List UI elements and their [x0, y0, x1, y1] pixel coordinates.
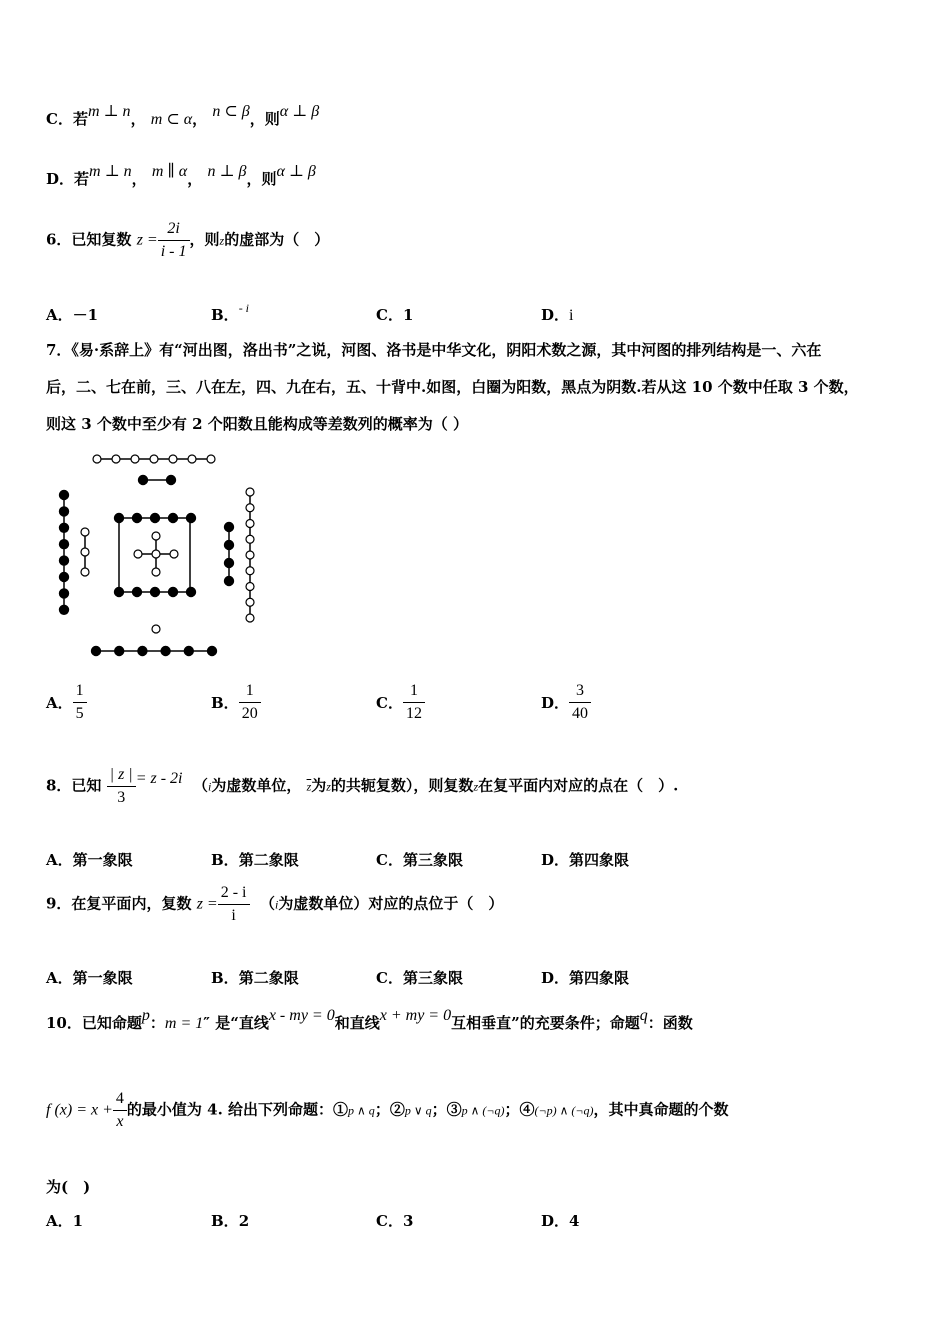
q6-var: z — [219, 233, 225, 248]
q5c-then: ，则 — [249, 110, 280, 128]
q9-option-d — [541, 967, 629, 988]
hetu-yang-9-dot-6 — [246, 567, 254, 575]
q6b-label: B． — [211, 306, 239, 324]
q9-z-eq: z = — [196, 895, 218, 913]
hetu-yang-1-dot-1 — [152, 625, 160, 633]
q10-t5: 的最小值为 4. 给出下列命题：① — [126, 1100, 349, 1119]
hetu-yin-4-dot-2 — [224, 540, 233, 549]
q7-option-d — [541, 680, 591, 725]
q8-z2: z — [473, 779, 479, 794]
q10-t7: ；③ — [431, 1100, 462, 1119]
hetu-yin-8-dot-3 — [59, 523, 68, 532]
hetu-yin-8-dot-2 — [59, 507, 68, 516]
q7-line3: 则这 3 个数中至少有 2 个阳数且能构成等差数列的概率为（ ） — [46, 415, 468, 433]
q10-p: p — [141, 1007, 150, 1024]
hetu-yin-10-dot-top-1 — [114, 513, 123, 522]
q7c-fraction — [403, 680, 425, 725]
q7d-den: 40 — [572, 705, 589, 722]
q10d-label: D． — [541, 1212, 570, 1230]
hetu-yang-9-dot-1 — [246, 488, 254, 496]
q10-line3: 为( ) — [46, 1178, 91, 1196]
hetu-yin-10-dot-bottom-1 — [114, 587, 123, 596]
q5c-cond2: m ⊂ α — [150, 111, 193, 128]
q8-zbar: $\overline{z}$ — [306, 779, 312, 794]
q8-denominator: 3 — [117, 789, 126, 806]
q6d-value: i — [569, 307, 574, 324]
hetu-yin-6-dot-1 — [91, 646, 100, 655]
q10a-label: A． — [46, 1212, 73, 1230]
q10-t6: ；② — [374, 1100, 405, 1119]
q6b-value: - i — [238, 301, 250, 315]
q8-t4: 的共轭复数），则复数 — [330, 776, 474, 795]
hetu-yang-7-dot-5 — [169, 455, 177, 463]
q5-option-d: D．若m ⊥ n， m ∥ α， n ⊥ β，则α ⊥ β — [46, 163, 316, 188]
q9-stem — [46, 882, 503, 927]
q7b-num: 1 — [239, 680, 261, 703]
q6-numerator: 2i — [158, 218, 190, 241]
q7a-label: A． — [46, 694, 73, 712]
q8d-value: 第四象限 — [569, 851, 630, 869]
q8a-label: A． — [46, 851, 73, 869]
q9b-value: 第二象限 — [238, 969, 299, 987]
q5d-result: α ⊥ β — [276, 163, 316, 180]
q8c-value: 第三象限 — [402, 851, 463, 869]
q6-suffix: 的虚部为（ ） — [224, 230, 330, 249]
hetu-yin-10-dot-bottom-2 — [132, 587, 141, 596]
q10a-value: 1 — [72, 1212, 84, 1230]
q10-function: f (x) = x + — [46, 1101, 113, 1119]
q10-option-d — [541, 1210, 579, 1231]
q8-stem — [46, 764, 678, 809]
q9-i: i — [274, 897, 279, 912]
hetu-yang-5-dot-5 — [170, 550, 178, 558]
q8-option-d — [541, 849, 629, 870]
q7a-num: 1 — [73, 680, 87, 703]
hetu-yin-8-dot-7 — [59, 589, 68, 598]
q8-i: i — [207, 779, 212, 794]
hetu-yang-9-dot-7 — [246, 583, 254, 591]
hetu-yin-6-dot-6 — [207, 646, 216, 655]
q7d-fraction — [569, 680, 591, 725]
q10-compound4: (¬p) ∧ (¬q) — [534, 1103, 594, 1118]
q10-t3: 互相垂直”的充要条件；命题 — [451, 1014, 640, 1032]
q8-equation: = z - 2i — [135, 769, 183, 787]
q7a-fraction — [73, 680, 87, 725]
hetu-yang-3-dot-3 — [81, 568, 89, 576]
q6a-value: －1 — [72, 306, 99, 324]
hetu-yin-4-dot-1 — [224, 522, 233, 531]
q10-q: q — [639, 1007, 648, 1024]
q10-t4: ：函数 — [647, 1014, 693, 1032]
hetu-yang-7-dot-1 — [93, 455, 101, 463]
hetu-yang-5-dot-4 — [134, 550, 142, 558]
hetu-yang-5-dot-3 — [152, 568, 160, 576]
q5c-cond1: m ⊥ n — [87, 103, 131, 120]
q7-line1: 7．《易·系辞上》有“河出图，洛出书”之说，河图、洛书是中华文化，阴阳术数之源，其中河图的排列结构是一、六在 — [46, 341, 822, 359]
q7-option-a — [46, 680, 87, 725]
hetu-yang-9-dot-5 — [246, 551, 254, 559]
q7c-label: C． — [376, 694, 403, 712]
hetu-yang-7-dot-7 — [207, 455, 215, 463]
hetu-dots — [59, 455, 254, 656]
q10-fden: x — [116, 1113, 124, 1130]
q10-line-eq2: x + my = 0 — [379, 1007, 452, 1024]
q10-compound3: p ∧ (¬q) — [461, 1103, 505, 1118]
q9d-value: 第四象限 — [569, 969, 630, 987]
hetu-yin-10-dot-bottom-5 — [186, 587, 195, 596]
q5d-cond3: n ⊥ β — [207, 163, 247, 180]
q8-fraction — [107, 764, 136, 809]
q8-numerator: | z | — [107, 764, 136, 787]
hetu-yang-7-dot-6 — [188, 455, 196, 463]
hetu-yin-6-dot-3 — [138, 646, 147, 655]
q6d-label: D． — [541, 306, 570, 324]
hetu-yang-7-dot-2 — [112, 455, 120, 463]
q9-denominator: i — [231, 907, 236, 924]
hetu-yin-10-dot-bottom-4 — [168, 587, 177, 596]
hetu-yin-8-dot-6 — [59, 572, 68, 581]
hetu-yang-9-dot-9 — [246, 614, 254, 622]
q6-mid: ，则 — [189, 230, 220, 249]
hetu-yin-8-dot-1 — [59, 490, 68, 499]
hetu-yin-10-dot-top-4 — [168, 513, 177, 522]
hetu-yang-7-dot-3 — [131, 455, 139, 463]
hetu-yin-10-dot-top-5 — [186, 513, 195, 522]
q8b-label: B． — [211, 851, 239, 869]
q9a-label: A． — [46, 969, 73, 987]
q10-t2: 和直线 — [334, 1014, 380, 1032]
q9-prefix: 9．在复平面内，复数 — [46, 894, 192, 913]
hetu-yin-8-dot-4 — [59, 540, 68, 549]
q10-option-a — [46, 1210, 83, 1231]
q9c-value: 第三象限 — [402, 969, 463, 987]
q5c-result: α ⊥ β — [279, 103, 320, 120]
q7d-num: 3 — [569, 680, 591, 703]
hetu-yang-9-dot-4 — [246, 535, 254, 543]
q10b-label: B． — [211, 1212, 239, 1230]
q6-prefix: 6．已知复数 — [46, 230, 132, 249]
q7d-label: D． — [541, 694, 570, 712]
q10-option-c — [376, 1210, 413, 1231]
q8-t5: 在复平面内对应的点在（ ）. — [478, 776, 679, 795]
q9c-label: C． — [376, 969, 403, 987]
hetu-yang-5-dot-1 — [152, 550, 160, 558]
q8-option-a — [46, 849, 133, 870]
q5-option-c: C．若m ⊥ n， m ⊂ α， n ⊂ β，则α ⊥ β — [46, 103, 320, 128]
q7b-den: 20 — [241, 705, 258, 722]
hetu-yang-9-dot-2 — [246, 504, 254, 512]
q10-t1: 是“直线 — [215, 1014, 269, 1032]
q10-compound2: p ∨ q — [404, 1103, 432, 1118]
q9-option-c — [376, 967, 463, 988]
q9d-label: D． — [541, 969, 570, 987]
hetu-yang-5-dot-2 — [152, 532, 160, 540]
q9a-value: 第一象限 — [72, 969, 133, 987]
q10-line2 — [46, 1088, 729, 1133]
q10d-value: 4 — [569, 1212, 580, 1230]
q5d-then: ，则 — [246, 170, 277, 188]
q8b-value: 第二象限 — [238, 851, 299, 869]
q10-condition: m = 1 — [164, 1015, 204, 1032]
q10-prefix: 10．已知命题 — [46, 1014, 142, 1032]
q6-denominator: i - 1 — [160, 243, 187, 260]
q10-t8: ；④ — [504, 1100, 535, 1119]
q9b-label: B． — [211, 969, 239, 987]
hetu-yin-8-dot-5 — [59, 556, 68, 565]
hetu-yin-6-dot-2 — [115, 646, 124, 655]
q8-option-b — [211, 849, 299, 870]
q7c-num: 1 — [403, 680, 425, 703]
q10c-value: 3 — [402, 1212, 414, 1230]
q7c-den: 12 — [405, 705, 422, 722]
q9-option-a — [46, 967, 133, 988]
hetu-yang-3-dot-1 — [81, 528, 89, 536]
q6c-value: 1 — [402, 306, 414, 324]
q10-fnum: 4 — [113, 1088, 127, 1111]
q7b-label: B． — [211, 694, 239, 712]
hetu-yin-10-dot-top-2 — [132, 513, 141, 522]
q8-t2: 为虚数单位， — [211, 776, 302, 795]
hetu-yang-9-dot-8 — [246, 598, 254, 606]
q8a-value: 第一象限 — [72, 851, 133, 869]
q10-colon: ： — [149, 1014, 165, 1032]
q9-fraction — [218, 882, 250, 927]
hetu-yin-6-dot-4 — [161, 646, 170, 655]
hetu-yang-7-dot-4 — [150, 455, 158, 463]
q5d-cond1: m ⊥ n — [89, 163, 132, 180]
hetu-yin-10-dot-bottom-3 — [150, 587, 159, 596]
hetu-yang-9-dot-3 — [246, 520, 254, 528]
q10b-value: 2 — [238, 1212, 250, 1230]
hetu-yin-4-dot-4 — [224, 576, 233, 585]
q6a-label: A． — [46, 306, 73, 324]
q8d-label: D． — [541, 851, 570, 869]
q5c-label: C．若 — [46, 110, 88, 128]
q10-fraction — [113, 1088, 127, 1133]
q10-line1: 10．已知命题p：m = 1″ 是“直线x - my = 0和直线x + my = 0互相垂直”的充要条件；命题q：函数 — [46, 1007, 693, 1032]
q10c-label: C． — [376, 1212, 403, 1230]
q8-option-c — [376, 849, 463, 870]
q10-line-eq1: x - my = 0 — [268, 1007, 335, 1024]
q5c-cond3: n ⊂ β — [212, 103, 250, 120]
hetu-yang-3-dot-2 — [81, 548, 89, 556]
q8c-label: C． — [376, 851, 403, 869]
hetu-yin-4-dot-3 — [224, 558, 233, 567]
q7-line2: 后，二、七在前，三、八在左，四、九在右，五、十背中.如图，白圈为阳数，黑点为阴数.若从这 10 个数中任取 3 个数， — [46, 378, 859, 396]
hetu-yin-8-dot-8 — [59, 605, 68, 614]
q7-option-b — [211, 680, 261, 725]
q6-z-eq: z = — [136, 231, 158, 249]
q10-option-b — [211, 1210, 249, 1231]
q8-t1: （ — [192, 776, 208, 795]
q9-option-b — [211, 967, 299, 988]
q5d-label: D．若 — [46, 170, 90, 188]
q10-t9: ，其中真命题的个数 — [593, 1100, 729, 1119]
q6c-label: C． — [376, 306, 403, 324]
q7-option-c — [376, 680, 425, 725]
hetu-yin-6-dot-5 — [184, 646, 193, 655]
hetu-yin-10-dot-top-3 — [150, 513, 159, 522]
q8-z: z — [326, 779, 331, 794]
q8-prefix: 8．已知 — [46, 776, 102, 795]
q7b-fraction — [239, 680, 261, 725]
q5d-cond2: m ∥ α — [151, 163, 188, 180]
q8-t3: 为 — [311, 776, 327, 795]
hetu-yin-2-dot-2 — [166, 475, 175, 484]
q9-t1: （ — [259, 894, 275, 913]
hetu-yin-2-dot-1 — [138, 475, 147, 484]
q9-t2: 为虚数单位）对应的点位于（ ） — [278, 894, 504, 913]
q7a-den: 5 — [75, 705, 84, 722]
q10-compound1: p ∧ q — [348, 1103, 375, 1118]
q9-numerator: 2 - i — [218, 882, 250, 905]
